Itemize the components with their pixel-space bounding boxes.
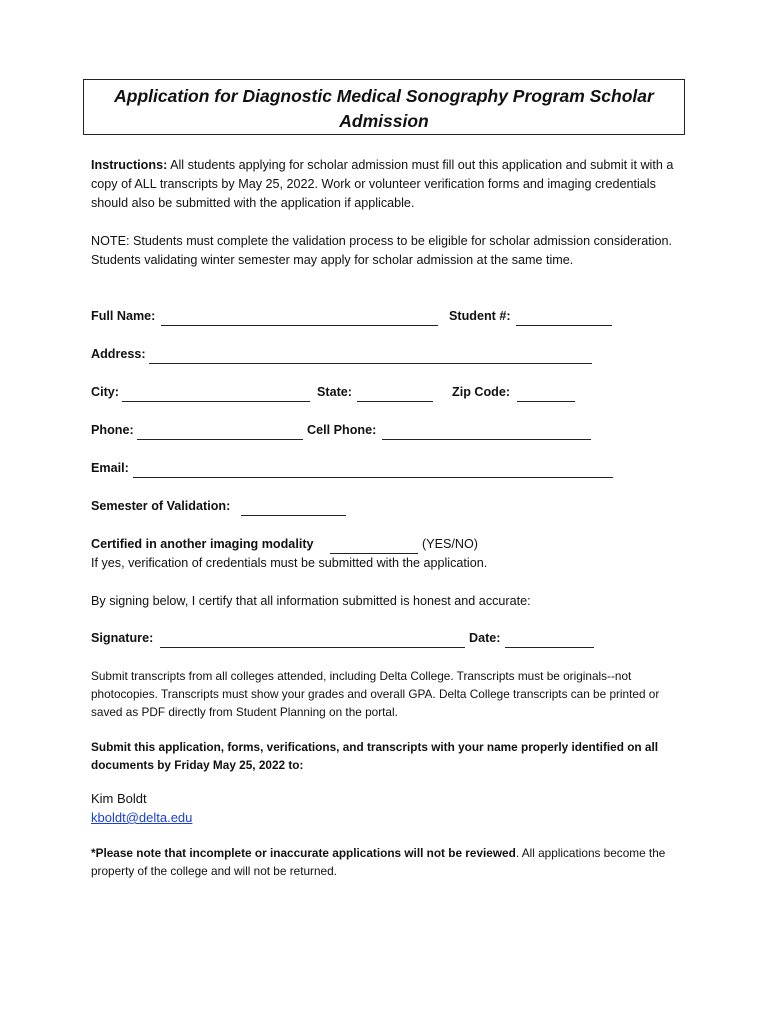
student-number-line[interactable] xyxy=(516,325,612,326)
state-label: State: xyxy=(317,385,352,399)
email-row xyxy=(91,461,631,481)
city-label: City: xyxy=(91,385,119,399)
city-line[interactable] xyxy=(122,401,310,402)
semester-line[interactable] xyxy=(241,515,346,516)
certified-label: Certified in another imaging modality xyxy=(91,537,314,551)
cell-phone-label: Cell Phone: xyxy=(307,423,377,437)
note-paragraph: NOTE: Students must complete the validation process to be eligible for scholar admission consideration. Students validating winter semester may apply for scholar admission at the same time. xyxy=(91,234,673,267)
email-label: Email: xyxy=(91,461,129,475)
phone-line[interactable] xyxy=(137,439,303,440)
city-state-zip-row xyxy=(91,385,611,405)
contact-email-link[interactable]: kboldt@delta.edu xyxy=(91,810,193,825)
form-title-box xyxy=(83,79,685,135)
full-name-line[interactable] xyxy=(161,325,438,326)
date-label: Date: xyxy=(469,631,501,645)
instructions-label: Instructions: xyxy=(91,158,168,172)
phone-label: Phone: xyxy=(91,423,134,437)
signature-line[interactable] xyxy=(160,647,465,648)
address-label: Address: xyxy=(91,347,146,361)
zip-code-label: Zip Code: xyxy=(452,385,511,399)
instructions-text: All students applying for scholar admission must fill out this application and submit it with a copy of ALL transcripts by May 25, 2022. Work or volunteer verification forms and imaging credentials should also be submitted with the application if applicable. xyxy=(91,158,674,210)
date-line[interactable] xyxy=(505,647,594,648)
address-row xyxy=(91,347,611,367)
contact-name: Kim Boldt xyxy=(91,791,147,806)
certify-statement: By signing below, I certify that all information submitted is honest and accurate: xyxy=(91,594,531,608)
transcripts-note: Submit transcripts from all colleges attended, including Delta College. Transcripts must be originals--not photocopies. Transcripts must show your grades and overall GPA. Delta College transcripts can be printed or saved as PDF directly from Student Planning on the portal. xyxy=(91,669,660,719)
final-note-bold: *Please note that incomplete or inaccurate applications will not be reviewed xyxy=(91,846,516,860)
certified-note: If yes, verification of credentials must be submitted with the application. xyxy=(91,556,488,570)
phone-row xyxy=(91,423,611,443)
certified-yes-no: (YES/NO) xyxy=(422,537,478,551)
semester-label: Semester of Validation: xyxy=(91,499,231,513)
final-note-rest: . All applications become the property of the college and will not be returned. xyxy=(91,846,666,878)
signature-row xyxy=(91,631,611,651)
form-title-line-1: Application for Diagnostic Medical Sonography Program Scholar xyxy=(114,86,654,106)
cell-phone-line[interactable] xyxy=(382,439,591,440)
state-line[interactable] xyxy=(357,401,433,402)
submit-instruction: Submit this application, forms, verifications, and transcripts with your name properly identified on all documents by Friday May 25, 2022 to: xyxy=(91,740,658,772)
zip-code-line[interactable] xyxy=(517,401,575,402)
final-note xyxy=(91,844,691,880)
student-number-label: Student #: xyxy=(449,309,511,323)
address-line[interactable] xyxy=(149,363,592,364)
full-name-label: Full Name: xyxy=(91,309,156,323)
form-title-line-2: Admission xyxy=(339,111,429,131)
semester-row xyxy=(91,499,391,519)
instructions-paragraph xyxy=(91,156,691,213)
signature-label: Signature: xyxy=(91,631,154,645)
full-name-row xyxy=(91,309,631,329)
email-line[interactable] xyxy=(133,477,613,478)
contact-email-wrap xyxy=(91,808,691,827)
